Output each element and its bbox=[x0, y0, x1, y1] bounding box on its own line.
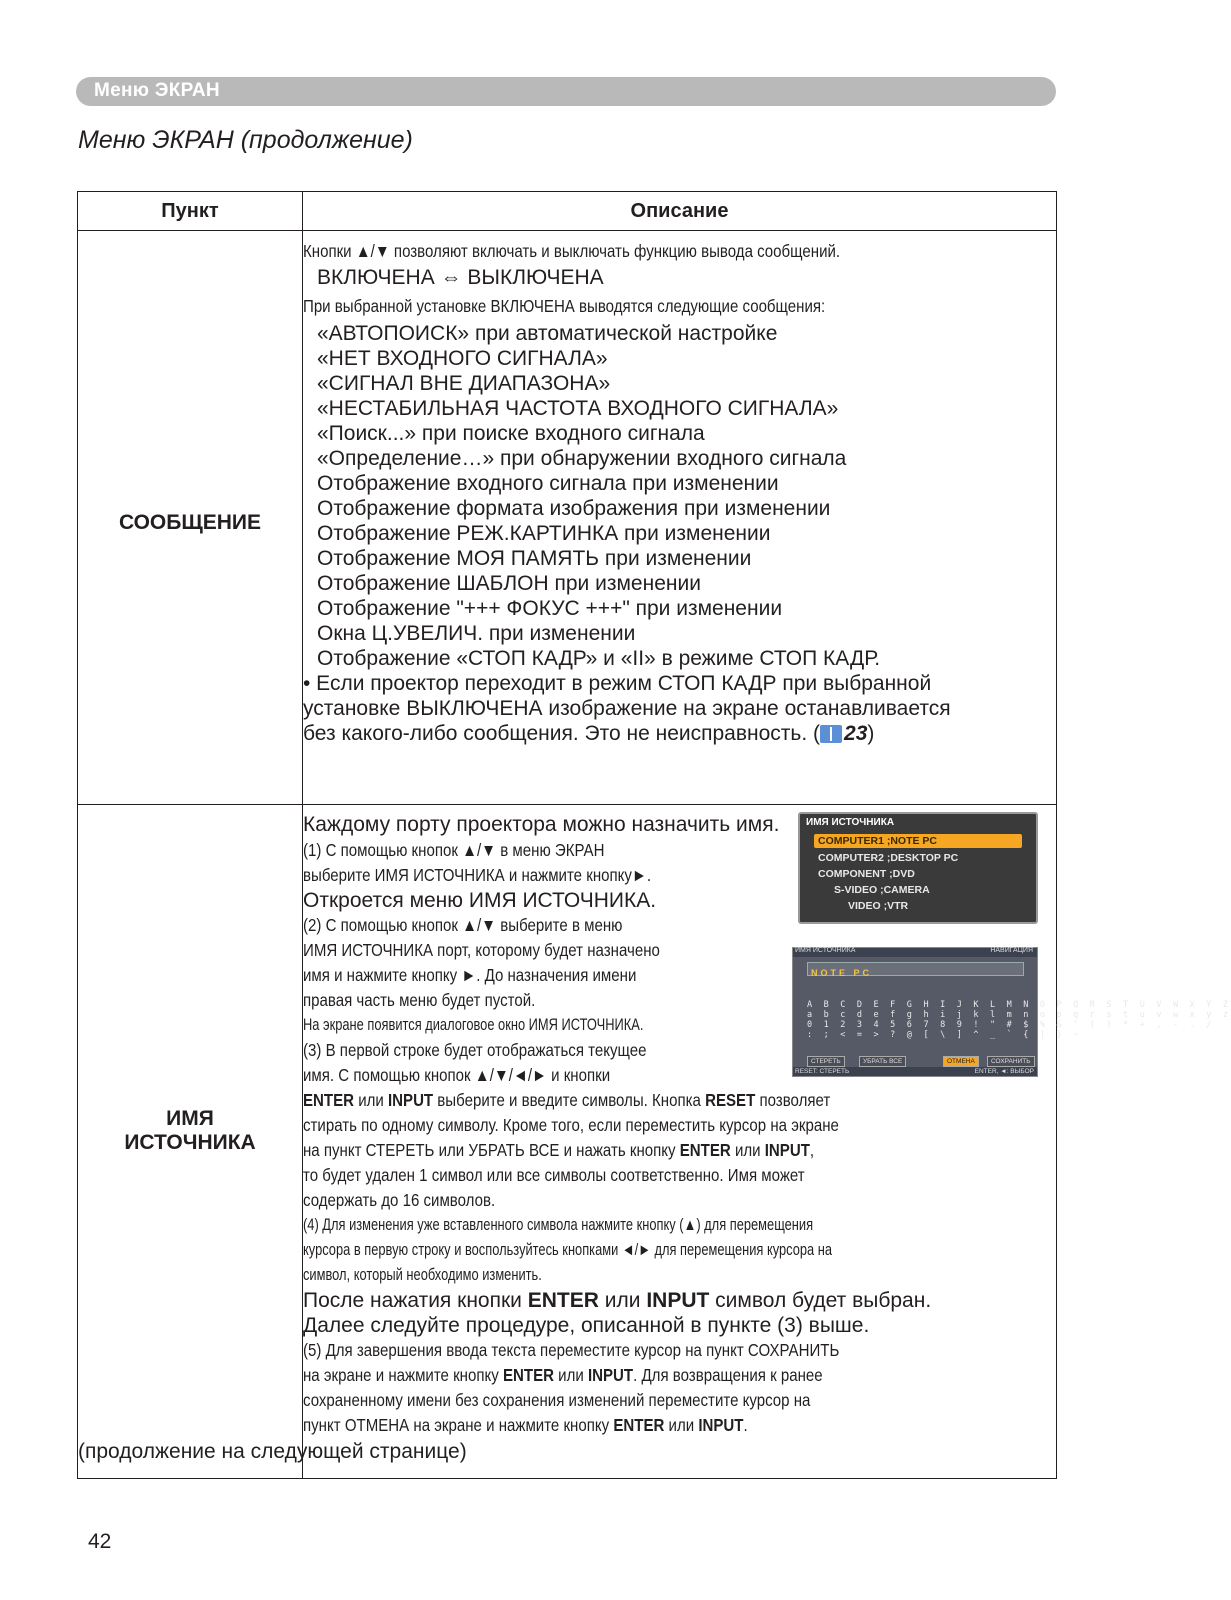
message-when-on: При выбранной установке ВКЛЮЧЕНА выводятся следующие сообщения: bbox=[303, 296, 826, 316]
display-item: Отображение ШАБЛОН при изменении bbox=[317, 572, 701, 595]
message-item: «НЕТ ВХОДНОГО СИГНАЛА» bbox=[317, 347, 608, 370]
message-note-line: без какого-либо сообщения. Это не неисправность. ( 23) bbox=[303, 722, 875, 745]
source-name-menu-screenshot bbox=[798, 812, 1038, 924]
source-intro: Каждому порту проектора можно назначить имя. bbox=[303, 813, 780, 836]
display-item: Отображение МОЯ ПАМЯТЬ при изменении bbox=[317, 547, 752, 570]
message-item: «Поиск...» при поиске входного сигнала bbox=[317, 422, 705, 445]
step3-line: на пункт СТЕРЕТЬ или УБРАТЬ ВСЕ и нажать кнопку ENTER или INPUT, bbox=[303, 1140, 815, 1160]
display-item: Отображение «СТОП КАДР» и «II» в режиме СТОП КАДР. bbox=[317, 647, 881, 670]
step3-line: (3) В первой строке будет отображаться текущее bbox=[303, 1040, 647, 1060]
col-header-desc: Описание bbox=[303, 192, 1057, 231]
display-item: Отображение формата изображения при изменении bbox=[317, 497, 831, 520]
screen2-erase-button: СТЕРЕТЬ bbox=[807, 1056, 845, 1067]
step2-line: правая часть меню будет пустой. bbox=[303, 990, 536, 1010]
page-title: Меню ЭКРАН (продолжение) bbox=[78, 126, 413, 154]
message-note-line: установке ВЫКЛЮЧЕНА изображение на экране останавливается bbox=[303, 697, 951, 720]
step3-line: ENTER или INPUT выберите и введите символы. Кнопка RESET позволяет bbox=[303, 1090, 831, 1110]
message-toggle: ВКЛЮЧЕНА ⇔ ВЫКЛЮЧЕНА bbox=[317, 266, 604, 289]
screen1-row: VIDEO ;VTR bbox=[848, 900, 909, 912]
step5-line: сохраненному имени без сохранения изменений переместите курсор на bbox=[303, 1390, 811, 1410]
step2-line: (2) С помощью кнопок ▲/▼ выберите в меню bbox=[303, 915, 623, 935]
continued-note: (продолжение на следующей странице) bbox=[78, 1440, 467, 1463]
display-item: Окна Ц.УВЕЛИЧ. при изменении bbox=[317, 622, 636, 645]
screen1-row: COMPUTER2 ;DESKTOP PC bbox=[818, 852, 959, 864]
section-label: Меню ЭКРАН bbox=[94, 80, 220, 101]
message-item: «НЕСТАБИЛЬНАЯ ЧАСТОТА ВХОДНОГО СИГНАЛА» bbox=[317, 397, 839, 420]
step5-line: на экране и нажмите кнопку ENTER или INPUT. Для возвращения к ранее bbox=[303, 1365, 823, 1385]
table-header-row bbox=[78, 192, 1057, 231]
message-item: «Определение…» при обнаружении входного сигнала bbox=[317, 447, 847, 470]
screen1-row: S-VIDEO ;CAMERA bbox=[834, 884, 930, 896]
screen1-row: COMPONENT ;DVD bbox=[818, 868, 915, 880]
step4-line: курсора в первую строку и воспользуйтесь кнопками ◄/► для перемещения курсора на bbox=[303, 1241, 833, 1259]
step4-line: символ, который необходимо изменить. bbox=[303, 1266, 542, 1284]
message-item: «СИГНАЛ ВНЕ ДИАПАЗОНА» bbox=[317, 372, 611, 395]
page-ref-link[interactable]: 23 bbox=[844, 722, 868, 745]
step3-line: имя. С помощью кнопок ▲/▼/◄/► и кнопки bbox=[303, 1065, 611, 1085]
page-number: 42 bbox=[88, 1530, 112, 1553]
source-name-dialog-screenshot bbox=[792, 947, 1231, 1077]
item-name-message: СООБЩЕНИЕ bbox=[118, 510, 262, 534]
screen2-foot-left: RESET: СТЕРЕТЬ bbox=[795, 1068, 850, 1075]
step2-line: ИМЯ ИСТОЧНИКА порт, которому будет назначено bbox=[303, 940, 660, 960]
screen2-cancel-button: ОТМЕНА bbox=[943, 1056, 979, 1067]
screen2-clear-button: УБРАТЬ ВСЕ bbox=[859, 1056, 906, 1067]
col-header-item: Пункт bbox=[78, 192, 303, 231]
screen2-save-button: СОХРАНИТЬ bbox=[987, 1056, 1035, 1067]
step2-line: На экране появится диалоговое окно ИМЯ ИСТОЧНИКА. bbox=[303, 1016, 644, 1034]
screen2-footer bbox=[793, 1067, 1037, 1076]
step1-line: выберите ИМЯ ИСТОЧНИКА и нажмите кнопку►. bbox=[303, 865, 652, 885]
screen2-foot-right: ENTER, ◄: ВЫБОР bbox=[974, 1068, 1034, 1075]
step4-line: (4) Для изменения уже вставленного символа нажмите кнопку (▲) для перемещения bbox=[303, 1216, 814, 1234]
step3-line: содержать до 16 символов. bbox=[303, 1190, 496, 1210]
step1-line: (1) С помощью кнопок ▲/▼ в меню ЭКРАН bbox=[303, 840, 605, 860]
section-header-bar bbox=[76, 77, 1056, 106]
char-row: a b c d e f g h i j k l m n o p q r s t u v w x y z bbox=[807, 1010, 1231, 1020]
item-cell-message bbox=[78, 231, 303, 805]
display-item: Отображение "+++ ФОКУС +++" при изменении bbox=[317, 597, 783, 620]
item-name-source-line2: ИСТОЧНИКА bbox=[124, 1131, 256, 1154]
char-row: 0 1 2 3 4 5 6 7 8 9 ! " # $ % & ' ( ) * + , - . / bbox=[807, 1020, 1215, 1030]
step5-line: (5) Для завершения ввода текста переместите курсор на пункт СОХРАНИТЬ bbox=[303, 1340, 840, 1360]
screen2-title: ИМЯ ИСТОЧНИКА bbox=[795, 947, 856, 954]
message-intro: Кнопки ▲/▼ позволяют включать и выключать функцию вывода сообщений. bbox=[303, 241, 841, 261]
char-row: : ; < = > ? @ [ \ ] ^ _ ` { | } ~ bbox=[807, 1030, 1082, 1040]
screen2-char-grid bbox=[807, 1000, 1231, 1040]
step4-line: Далее следуйте процедуре, описанной в пункте (3) выше. bbox=[303, 1314, 870, 1337]
display-item: Отображение РЕЖ.КАРТИНКА при изменении bbox=[317, 522, 771, 545]
char-row: A B C D E F G H I J K L M N O P Q R S T U V W X Y Z bbox=[807, 1000, 1231, 1010]
step3-line: то будет удален 1 символ или все символы соответственно. Имя может bbox=[303, 1165, 805, 1185]
step3-line: стирать по одному символу. Кроме того, если переместить курсор на экране bbox=[303, 1115, 839, 1135]
book-icon bbox=[820, 725, 842, 743]
item-name-source-line1: ИМЯ bbox=[166, 1107, 214, 1130]
screen2-nav: НАВИГАЦИЯ bbox=[990, 947, 1033, 954]
screen2-name-input: NOTE PC bbox=[807, 962, 1024, 976]
step1-line: Откроется меню ИМЯ ИСТОЧНИКА. bbox=[303, 889, 657, 912]
screen1-title: ИМЯ ИСТОЧНИКА bbox=[806, 817, 895, 828]
screen1-row-selected: COMPUTER1 ;NOTE PC bbox=[814, 834, 1022, 848]
item-cell-source-name bbox=[78, 805, 303, 1479]
screen2-titlebar bbox=[793, 948, 1037, 957]
table-row-message bbox=[78, 231, 1057, 805]
display-item: Отображение входного сигнала при изменении bbox=[317, 472, 779, 495]
desc-cell-message bbox=[303, 231, 1057, 805]
step2-line: имя и нажмите кнопку ►. До назначения имени bbox=[303, 965, 637, 985]
step5-line: пункт ОТМЕНА на экране и нажмите кнопку ENTER или INPUT. bbox=[303, 1415, 748, 1435]
message-item: «АВТОПОИСК» при автоматической настройке bbox=[317, 322, 778, 345]
step4-line: После нажатия кнопки ENTER или INPUT символ будет выбран. bbox=[303, 1289, 932, 1312]
message-note-line: • Если проектор переходит в режим СТОП КАДР при выбранной bbox=[303, 672, 932, 695]
